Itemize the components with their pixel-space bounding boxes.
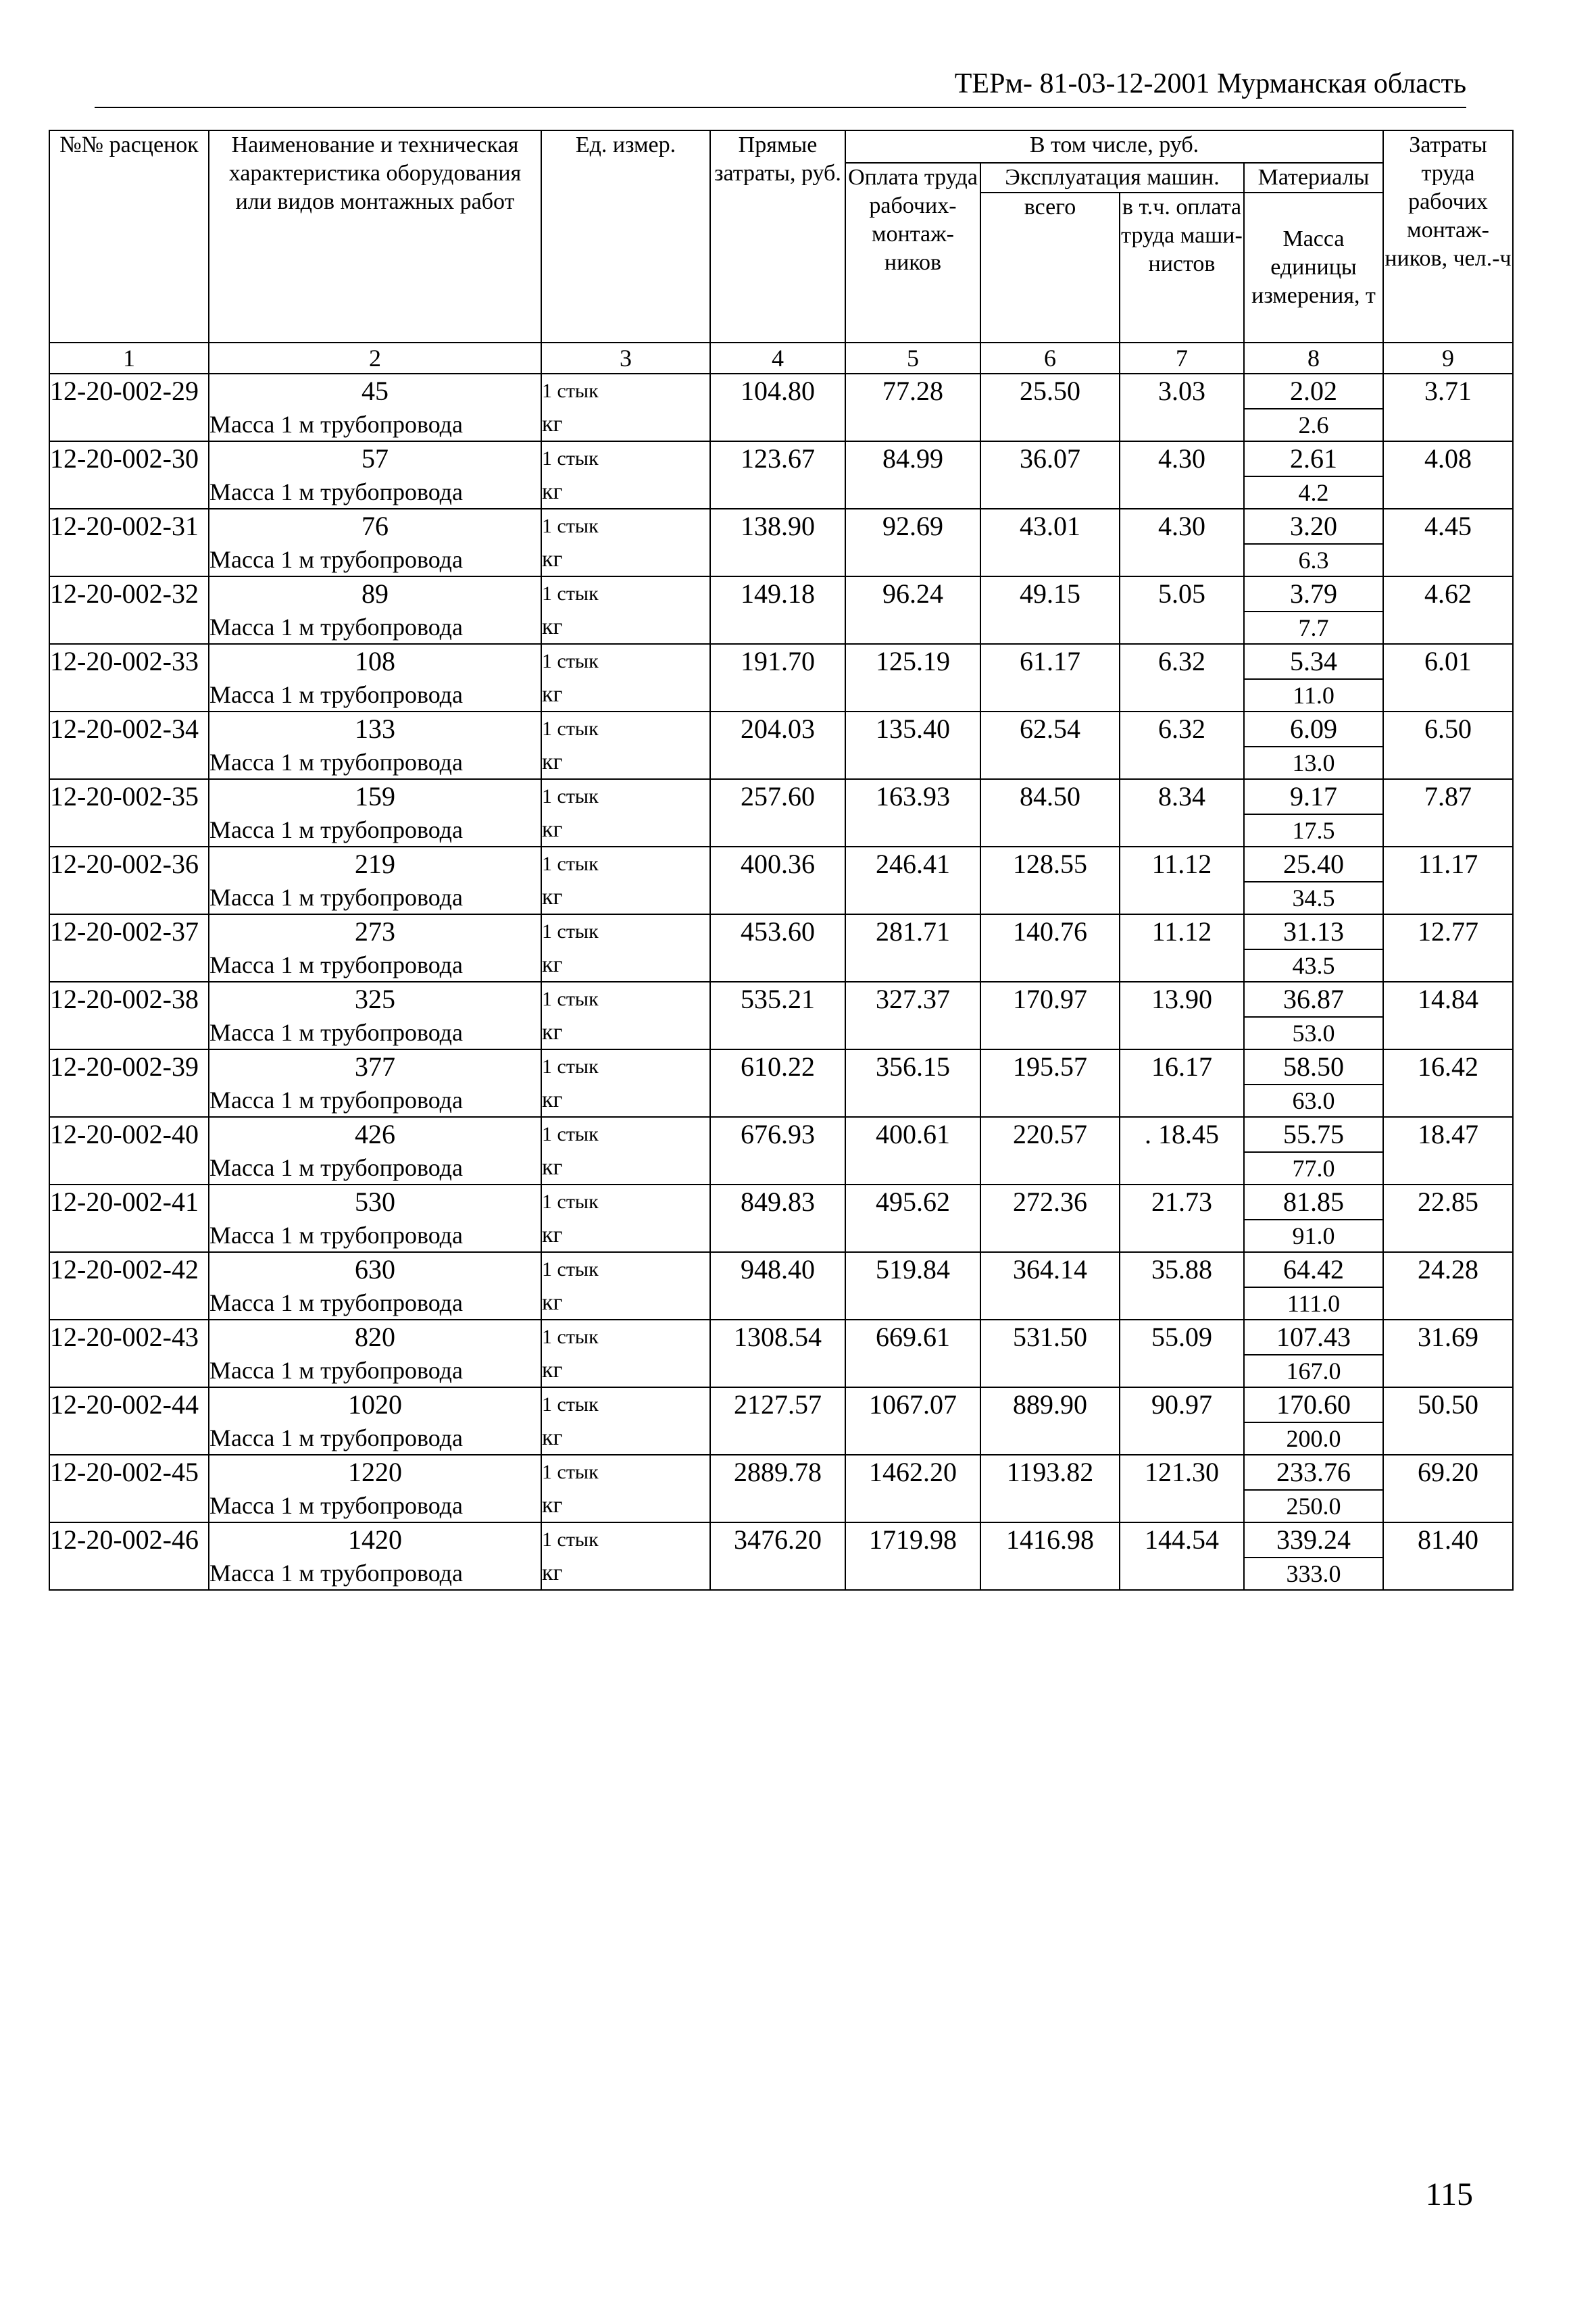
mass-value: 53.0 [1244,1017,1383,1049]
direct-costs: 400.36 [710,847,845,914]
rate-code: 12-20-002-40 [49,1117,209,1152]
header-including: В том числе, руб. [845,130,1383,163]
header-name: Наименование и техническая характеристика оборудования или видов монтажных работ [209,130,541,343]
direct-costs: 3476.20 [710,1522,845,1590]
header-code: №№ расценок [49,130,209,343]
materials-value: 9.17 [1244,779,1383,814]
machines-total: 1193.82 [980,1455,1120,1522]
direct-costs: 610.22 [710,1049,845,1117]
unit-kg: кг [541,612,710,644]
labor-pay: 281.71 [845,914,980,982]
materials-value: 2.02 [1244,374,1383,409]
header-direct-costs: Прямые затраты, руб. [710,130,845,343]
labor-hours: 4.62 [1383,576,1513,644]
header-labor-costs: Затраты труда рабочих монтаж-ников, чел.-ч [1383,130,1513,343]
column-number: 8 [1244,343,1383,374]
rate-code-blank [49,747,209,779]
labor-hours: 6.50 [1383,712,1513,779]
rate-code: 12-20-002-35 [49,779,209,814]
unit-kg: кг [541,1287,710,1320]
machinist-pay: 6.32 [1120,712,1244,779]
rate-code-blank [49,1355,209,1387]
rate-code-blank [49,882,209,914]
machines-total: 128.55 [980,847,1120,914]
machinist-pay: 11.12 [1120,914,1244,982]
rate-code-blank [49,409,209,441]
direct-costs: 849.83 [710,1185,845,1252]
direct-costs: 2889.78 [710,1455,845,1522]
unit-joint: 1 стык [541,1185,710,1220]
machinist-pay: . 18.45 [1120,1117,1244,1185]
machines-total: 195.57 [980,1049,1120,1117]
unit-kg: кг [541,476,710,509]
rate-code-blank [49,1490,209,1522]
header-materials: Материалы [1244,163,1383,193]
labor-pay: 519.84 [845,1252,980,1320]
pipe-diameter: 820 [209,1320,541,1355]
labor-hours: 18.47 [1383,1117,1513,1185]
unit-joint: 1 стык [541,1455,710,1490]
machines-total: 220.57 [980,1117,1120,1185]
header-machines: Эксплуатация машин. [980,163,1244,193]
unit-joint: 1 стык [541,847,710,882]
column-number: 6 [980,343,1120,374]
machinist-pay: 4.30 [1120,509,1244,576]
pipe-diameter: 108 [209,644,541,679]
machinist-pay: 121.30 [1120,1455,1244,1522]
materials-value: 3.20 [1244,509,1383,544]
table-row [49,644,1513,679]
machines-total: 61.17 [980,644,1120,712]
mass-value: 4.2 [1244,476,1383,509]
table-row [49,1185,1513,1220]
mass-label: Масса 1 м трубопровода [209,1152,541,1185]
machines-total: 25.50 [980,374,1120,441]
direct-costs: 535.21 [710,982,845,1049]
mass-value: 17.5 [1244,814,1383,847]
rate-code: 12-20-002-45 [49,1455,209,1490]
unit-kg: кг [541,814,710,847]
machinist-pay: 5.05 [1120,576,1244,644]
labor-pay: 84.99 [845,441,980,509]
labor-hours: 22.85 [1383,1185,1513,1252]
unit-kg: кг [541,882,710,914]
machinist-pay: 16.17 [1120,1049,1244,1117]
mass-label: Масса 1 м трубопровода [209,544,541,576]
rate-code: 12-20-002-38 [49,982,209,1017]
header-labor-pay: Оплата труда рабочих-монтаж-ников [845,163,980,343]
labor-hours: 81.40 [1383,1522,1513,1590]
labor-hours: 50.50 [1383,1387,1513,1455]
mass-label: Масса 1 м трубопровода [209,1490,541,1522]
rate-code-blank [49,1287,209,1320]
mass-label: Масса 1 м трубопровода [209,949,541,982]
unit-joint: 1 стык [541,1387,710,1422]
machinist-pay: 3.03 [1120,374,1244,441]
materials-value: 31.13 [1244,914,1383,949]
pipe-diameter: 219 [209,847,541,882]
machinist-pay: 4.30 [1120,441,1244,509]
labor-hours: 3.71 [1383,374,1513,441]
labor-pay: 96.24 [845,576,980,644]
unit-joint: 1 стык [541,1049,710,1085]
labor-pay: 77.28 [845,374,980,441]
mass-value: 13.0 [1244,747,1383,779]
direct-costs: 123.67 [710,441,845,509]
machinist-pay: 90.97 [1120,1387,1244,1455]
mass-label: Масса 1 м трубопровода [209,1220,541,1252]
unit-kg: кг [541,1490,710,1522]
mass-value: 167.0 [1244,1355,1383,1387]
machines-total: 531.50 [980,1320,1120,1387]
mass-label: Масса 1 м трубопровода [209,612,541,644]
column-number: 4 [710,343,845,374]
table-row [49,441,1513,476]
header-machines-total: всего [980,193,1120,343]
pipe-diameter: 45 [209,374,541,409]
labor-hours: 69.20 [1383,1455,1513,1522]
table-row [49,1387,1513,1422]
machinist-pay: 13.90 [1120,982,1244,1049]
materials-value: 81.85 [1244,1185,1383,1220]
rate-code: 12-20-002-37 [49,914,209,949]
table-row [49,712,1513,747]
pipe-diameter: 57 [209,441,541,476]
machines-total: 889.90 [980,1387,1120,1455]
unit-kg: кг [541,1558,710,1590]
unit-joint: 1 стык [541,1320,710,1355]
materials-value: 2.61 [1244,441,1383,476]
mass-label: Масса 1 м трубопровода [209,1017,541,1049]
mass-value: 91.0 [1244,1220,1383,1252]
table-row [49,509,1513,544]
labor-pay: 163.93 [845,779,980,847]
table-body [49,374,1513,1590]
labor-hours: 14.84 [1383,982,1513,1049]
machines-total: 43.01 [980,509,1120,576]
column-number-row [49,343,1513,374]
direct-costs: 191.70 [710,644,845,712]
unit-joint: 1 стык [541,509,710,544]
materials-value: 64.42 [1244,1252,1383,1287]
column-number: 7 [1120,343,1244,374]
machinist-pay: 11.12 [1120,847,1244,914]
rate-code: 12-20-002-33 [49,644,209,679]
header-unit: Ед. измер. [541,130,710,343]
header-mass: Масса единицы измерения, т [1244,193,1383,343]
mass-value: 250.0 [1244,1490,1383,1522]
unit-joint: 1 стык [541,1252,710,1287]
unit-kg: кг [541,1152,710,1185]
header-rule [95,107,1466,108]
mass-value: 2.6 [1244,409,1383,441]
materials-value: 55.75 [1244,1117,1383,1152]
labor-hours: 12.77 [1383,914,1513,982]
table-row [49,1455,1513,1490]
machinist-pay: 8.34 [1120,779,1244,847]
direct-costs: 948.40 [710,1252,845,1320]
machinist-pay: 144.54 [1120,1522,1244,1590]
table-row [49,914,1513,949]
machines-total: 49.15 [980,576,1120,644]
rate-code: 12-20-002-30 [49,441,209,476]
materials-value: 107.43 [1244,1320,1383,1355]
column-number: 2 [209,343,541,374]
unit-joint: 1 стык [541,712,710,747]
mass-label: Масса 1 м трубопровода [209,814,541,847]
rate-code: 12-20-002-41 [49,1185,209,1220]
direct-costs: 1308.54 [710,1320,845,1387]
labor-hours: 6.01 [1383,644,1513,712]
rate-code-blank [49,476,209,509]
machinist-pay: 21.73 [1120,1185,1244,1252]
labor-hours: 16.42 [1383,1049,1513,1117]
pipe-diameter: 133 [209,712,541,747]
direct-costs: 204.03 [710,712,845,779]
unit-kg: кг [541,1220,710,1252]
unit-joint: 1 стык [541,914,710,949]
mass-label: Масса 1 м трубопровода [209,409,541,441]
materials-value: 58.50 [1244,1049,1383,1085]
unit-joint: 1 стык [541,441,710,476]
labor-pay: 135.40 [845,712,980,779]
machines-total: 140.76 [980,914,1120,982]
machines-total: 62.54 [980,712,1120,779]
machinist-pay: 55.09 [1120,1320,1244,1387]
materials-value: 25.40 [1244,847,1383,882]
direct-costs: 676.93 [710,1117,845,1185]
labor-pay: 1719.98 [845,1522,980,1590]
mass-value: 43.5 [1244,949,1383,982]
unit-kg: кг [541,1085,710,1117]
direct-costs: 149.18 [710,576,845,644]
rate-code-blank [49,1220,209,1252]
labor-pay: 1067.07 [845,1387,980,1455]
materials-value: 170.60 [1244,1387,1383,1422]
pipe-diameter: 1220 [209,1455,541,1490]
labor-pay: 400.61 [845,1117,980,1185]
mass-value: 6.3 [1244,544,1383,576]
mass-label: Масса 1 м трубопровода [209,476,541,509]
rate-code-blank [49,612,209,644]
mass-label: Масса 1 м трубопровода [209,747,541,779]
rate-code: 12-20-002-34 [49,712,209,747]
header-machinist-pay: в т.ч. оплата труда маши-нистов [1120,193,1244,343]
unit-kg: кг [541,949,710,982]
unit-joint: 1 стык [541,374,710,409]
unit-joint: 1 стык [541,982,710,1017]
direct-costs: 257.60 [710,779,845,847]
direct-costs: 2127.57 [710,1387,845,1455]
mass-value: 63.0 [1244,1085,1383,1117]
pipe-diameter: 159 [209,779,541,814]
table-header [49,130,1513,374]
rate-code: 12-20-002-31 [49,509,209,544]
mass-label: Масса 1 м трубопровода [209,1558,541,1590]
column-number: 1 [49,343,209,374]
unit-kg: кг [541,747,710,779]
machinist-pay: 35.88 [1120,1252,1244,1320]
unit-joint: 1 стык [541,1117,710,1152]
labor-pay: 246.41 [845,847,980,914]
rate-code-blank [49,949,209,982]
mass-label: Масса 1 м трубопровода [209,1085,541,1117]
pipe-diameter: 325 [209,982,541,1017]
table-row [49,847,1513,882]
table-row [49,374,1513,409]
table-row [49,1117,1513,1152]
labor-pay: 125.19 [845,644,980,712]
unit-kg: кг [541,1422,710,1455]
rate-code-blank [49,814,209,847]
machines-total: 364.14 [980,1252,1120,1320]
mass-value: 200.0 [1244,1422,1383,1455]
page-number: 115 [1425,2176,1473,2212]
unit-joint: 1 стык [541,576,710,612]
rate-code-blank [49,1422,209,1455]
mass-label: Масса 1 м трубопровода [209,1287,541,1320]
rate-code-blank [49,1152,209,1185]
table-row [49,1252,1513,1287]
table-row [49,779,1513,814]
rate-code: 12-20-002-39 [49,1049,209,1085]
mass-label: Масса 1 м трубопровода [209,882,541,914]
labor-pay: 327.37 [845,982,980,1049]
table-row [49,576,1513,612]
direct-costs: 104.80 [710,374,845,441]
machinist-pay: 6.32 [1120,644,1244,712]
column-number: 5 [845,343,980,374]
pipe-diameter: 630 [209,1252,541,1287]
unit-kg: кг [541,544,710,576]
mass-value: 11.0 [1244,679,1383,712]
labor-pay: 92.69 [845,509,980,576]
labor-hours: 7.87 [1383,779,1513,847]
labor-hours: 11.17 [1383,847,1513,914]
pipe-diameter: 1420 [209,1522,541,1558]
pipe-diameter: 530 [209,1185,541,1220]
mass-value: 111.0 [1244,1287,1383,1320]
unit-kg: кг [541,409,710,441]
table-row [49,982,1513,1017]
rate-code: 12-20-002-44 [49,1387,209,1422]
labor-hours: 4.08 [1383,441,1513,509]
machines-total: 170.97 [980,982,1120,1049]
labor-hours: 24.28 [1383,1252,1513,1320]
table-row [49,1049,1513,1085]
materials-value: 36.87 [1244,982,1383,1017]
mass-value: 7.7 [1244,612,1383,644]
rate-code-blank [49,1017,209,1049]
rate-code: 12-20-002-36 [49,847,209,882]
rate-code-blank [49,1085,209,1117]
document-header-title: ТЕРм- 81-03-12-2001 Мурманская область [954,68,1466,99]
mass-value: 333.0 [1244,1558,1383,1590]
machines-total: 84.50 [980,779,1120,847]
pipe-diameter: 1020 [209,1387,541,1422]
materials-value: 233.76 [1244,1455,1383,1490]
rate-code-blank [49,679,209,712]
rate-code: 12-20-002-29 [49,374,209,409]
machines-total: 272.36 [980,1185,1120,1252]
direct-costs: 138.90 [710,509,845,576]
machines-total: 36.07 [980,441,1120,509]
pipe-diameter: 426 [209,1117,541,1152]
rate-code-blank [49,1558,209,1590]
labor-pay: 495.62 [845,1185,980,1252]
column-number: 3 [541,343,710,374]
pipe-diameter: 377 [209,1049,541,1085]
pipe-diameter: 89 [209,576,541,612]
mass-label: Масса 1 м трубопровода [209,1355,541,1387]
unit-kg: кг [541,1355,710,1387]
unit-joint: 1 стык [541,1522,710,1558]
table-row [49,1320,1513,1355]
mass-label: Масса 1 м трубопровода [209,679,541,712]
labor-hours: 31.69 [1383,1320,1513,1387]
mass-label: Масса 1 м трубопровода [209,1422,541,1455]
rate-code: 12-20-002-32 [49,576,209,612]
direct-costs: 453.60 [710,914,845,982]
labor-pay: 669.61 [845,1320,980,1387]
pipe-diameter: 273 [209,914,541,949]
rate-code: 12-20-002-43 [49,1320,209,1355]
mass-value: 77.0 [1244,1152,1383,1185]
materials-value: 3.79 [1244,576,1383,612]
rate-code-blank [49,544,209,576]
unit-joint: 1 стык [541,644,710,679]
unit-kg: кг [541,1017,710,1049]
machines-total: 1416.98 [980,1522,1120,1590]
labor-pay: 1462.20 [845,1455,980,1522]
materials-value: 6.09 [1244,712,1383,747]
table-row [49,1522,1513,1558]
pipe-diameter: 76 [209,509,541,544]
mass-value: 34.5 [1244,882,1383,914]
column-number: 9 [1383,343,1513,374]
rate-code: 12-20-002-46 [49,1522,209,1558]
labor-hours: 4.45 [1383,509,1513,576]
rate-code: 12-20-002-42 [49,1252,209,1287]
materials-value: 5.34 [1244,644,1383,679]
labor-pay: 356.15 [845,1049,980,1117]
materials-value: 339.24 [1244,1522,1383,1558]
rates-table [49,130,1514,1591]
unit-joint: 1 стык [541,779,710,814]
unit-kg: кг [541,679,710,712]
